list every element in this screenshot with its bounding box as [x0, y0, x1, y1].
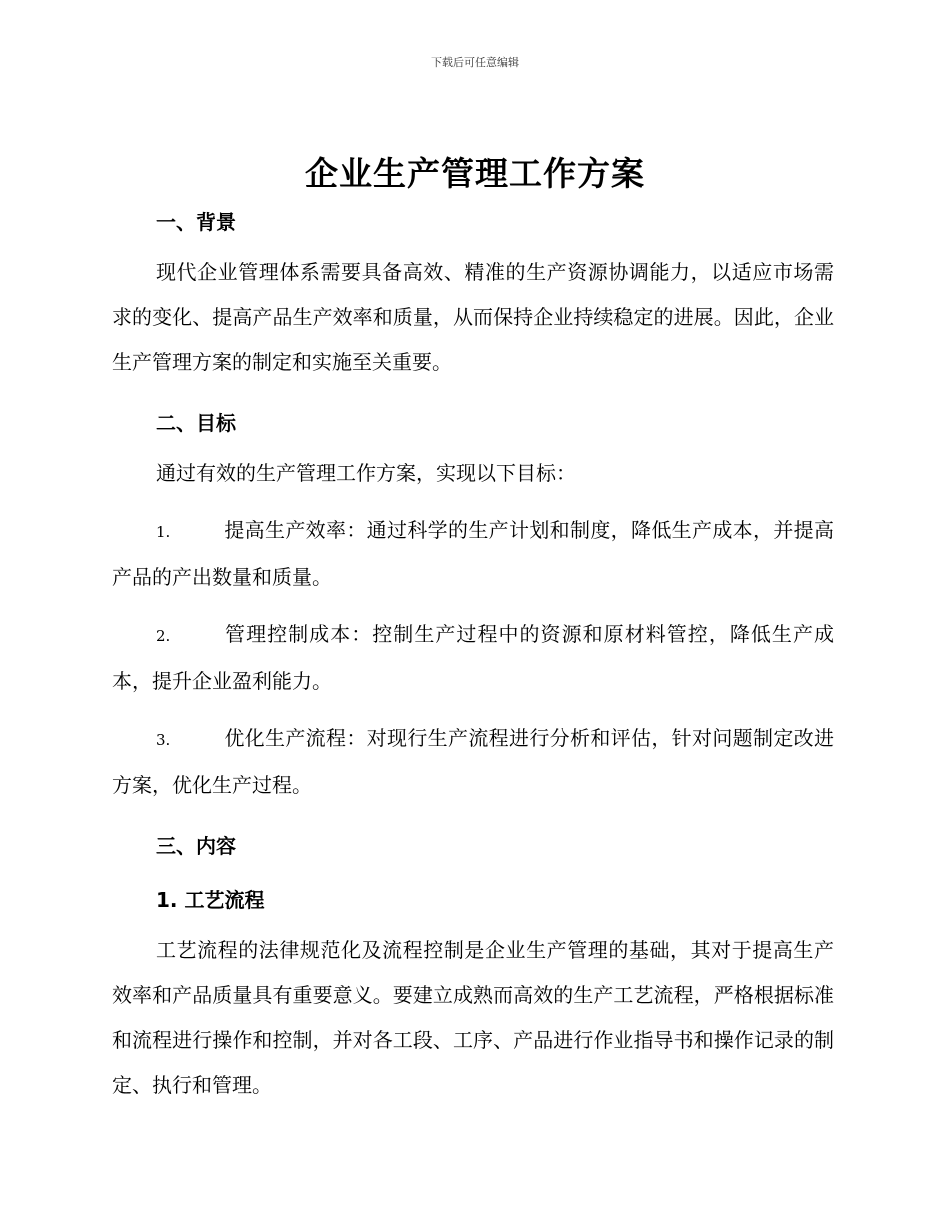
- process-paragraph: 工艺流程的法律规范化及流程控制是企业生产管理的基础，其对于提高生产效率和产品质量具有重要意义。要建立成熟而高效的生产工艺流程，严格根据标准和流程进行操作和控制，并对各工段、工序、产品进行作业指导书和操作记录的制定、执行和管理。: [112, 938, 834, 1097]
- section-heading-background: 一、背景: [156, 210, 236, 234]
- goal-item-2: [112, 612, 834, 704]
- header-note: 下载后可任意编辑: [431, 56, 519, 69]
- section-heading-content: 三、内容: [156, 834, 236, 858]
- goal-item-1: [112, 508, 834, 600]
- goal-item-number: 1.: [156, 523, 171, 541]
- document-body: [112, 206, 834, 1108]
- goal-item-number: 3.: [156, 731, 171, 749]
- subsection-heading-process: 1. 工艺流程: [156, 888, 265, 912]
- section-heading-goals: 二、目标: [156, 411, 236, 435]
- goals-intro: 通过有效的生产管理工作方案，实现以下目标：: [156, 461, 576, 485]
- goal-item-text: 优化生产流程：对现行生产流程进行分析和评估，针对问题制定改进方案，优化生产过程。: [112, 726, 834, 797]
- background-paragraph: 现代企业管理体系需要具备高效、精准的生产资源协调能力，以适应市场需求的变化、提高产品生产效率和质量，从而保持企业持续稳定的进展。因此，企业生产管理方案的制定和实施至关重要。: [112, 260, 834, 374]
- goal-item-text: 管理控制成本：控制生产过程中的资源和原材料管控，降低生产成本，提升企业盈利能力。: [112, 622, 834, 693]
- goal-item-3: [112, 716, 834, 808]
- document-title: 企业生产管理工作方案: [305, 154, 645, 193]
- goal-item-text: 提高生产效率：通过科学的生产计划和制度，降低生产成本，并提高产品的产出数量和质量。: [112, 518, 834, 589]
- goal-item-number: 2.: [156, 627, 171, 645]
